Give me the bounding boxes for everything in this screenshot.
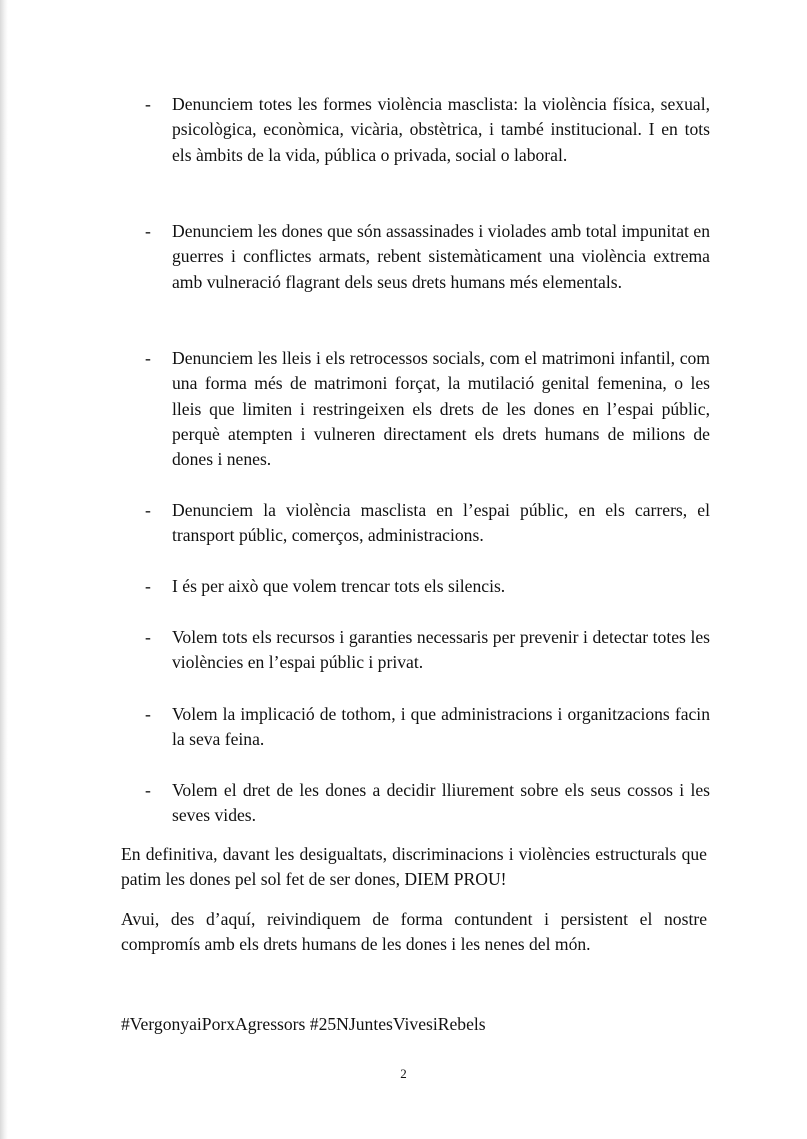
bullet-dash: - [145,348,151,368]
list-item [145,778,710,829]
list-item-text: Denunciem la violència masclista en l’espai públic, en els carrers, el transport públic, comerços, administracions. [172,500,710,546]
list-item-text: I és per això que volem trencar tots els silencis. [172,576,506,596]
list-item [145,625,710,676]
list-item-text: Volem la implicació de tothom, i que administracions i organitzacions facin la seva feina. [172,704,710,750]
bullet-dash: - [145,576,151,596]
list-item [145,219,710,295]
list-item-text: Denunciem les lleis i els retrocessos socials, com el matrimoni infantil, com una forma més de matrimoni forçat, la mutilació genital femenina, o les lleis que limiten i restringeixen els drets de les dones en l’espai públic, perquè atempten i vulneren directament els drets humans de milions de dones i nenes. [172,348,710,470]
list-item-text: Volem el dret de les dones a decidir lliurement sobre els seus cossos i les seves vides. [172,780,710,826]
bullet-dash: - [145,780,151,800]
closing-paragraph: En definitiva, davant les desigualtats, discriminacions i violències estructurals que patim les dones pel sol fet de ser dones, DIEM PROU! [121,844,707,890]
list-item [145,92,710,168]
list-item [145,498,710,549]
bullet-dash: - [145,221,151,241]
list-item-text: Denunciem les dones que són assassinades i violades amb total impunitat en guerres i conflictes armats, rebent sistemàticament una violència extrema amb vulneració flagrant dels seus drets humans més elementals. [172,221,710,292]
closing-paragraph: Avui, des d’aquí, reivindiquem de forma contundent i persistent el nostre compromís amb els drets humans de les dones i les nenes del món. [121,909,707,955]
bullet-dash: - [145,704,151,724]
hashtags: #VergonyaiPorxAgressors #25NJuntesVivesiRebels [121,1014,486,1034]
bullet-dash: - [145,627,151,647]
list-item-text: Volem tots els recursos i garanties necessaris per prevenir i detectar totes les violències en l’espai públic i privat. [172,627,710,673]
list-item [145,702,710,753]
page-number: 2 [400,1066,407,1081]
list-item-text: Denunciem totes les formes violència masclista: la violència física, sexual, psicològica, econòmica, vicària, obstètrica, i també institucional. I en tots els àmbits de la vida, pública o privada, social o laboral. [172,94,710,165]
bullet-dash: - [145,500,151,520]
list-item [145,574,710,599]
bullet-dash: - [145,94,151,114]
list-item [145,346,710,472]
